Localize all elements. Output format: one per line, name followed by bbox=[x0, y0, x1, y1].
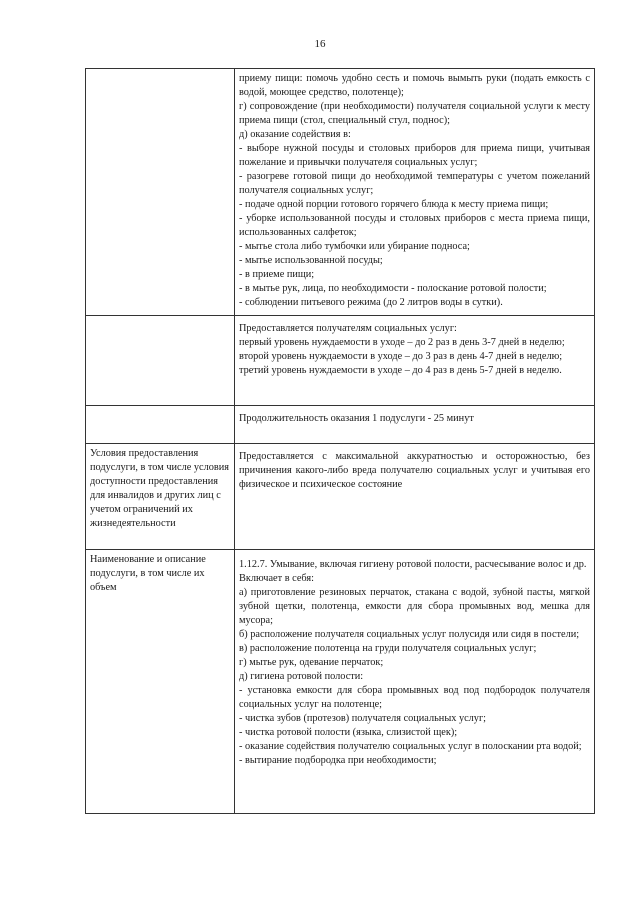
text-line: - вытирание подбородка при необходимости; bbox=[239, 755, 437, 766]
row-label-conditions: Условия предоставления подуслуги, в том числе условия доступности предоставления для инвалидов и других лиц с учетом ограничений их жизнедеятельности bbox=[86, 444, 235, 550]
text-line: д) оказание содействия в: bbox=[239, 129, 351, 140]
duration-description bbox=[235, 406, 595, 444]
text-line: а) приготовление резиновых перчаток, стакана с водой, зубной пасты, мягкой зубной щетки, полотенца, емкости для сбора промывных вод, мешка для мусора; bbox=[239, 587, 590, 626]
row-label-empty-2 bbox=[86, 316, 235, 406]
text-line: - уборке использованной посуды и столовых приборов с места приема пищи, использованных салфеток; bbox=[239, 213, 590, 238]
text-line: первый уровень нуждаемости в уходе – до 2 раз в день 3-7 дней в неделю; bbox=[239, 337, 565, 348]
meal-assistance-description bbox=[235, 69, 595, 316]
table-row-meal-assistance bbox=[86, 69, 595, 316]
text-line: - установка емкости для сбора промывных вод под подбородок получателя социальных услуг на полотенце; bbox=[239, 685, 590, 710]
text-line: б) расположение получателя социальных услуг полусидя или сидя в постели; bbox=[239, 629, 580, 640]
text-line: приему пищи: помочь удобно сесть и помочь вымыть руки (подать емкость с водой, моющее средство, полотенце); bbox=[239, 73, 590, 98]
text-line: - мытье стола либо тумбочки или убирание подноса; bbox=[239, 241, 470, 252]
text-line: 1.12.7. Умывание, включая гигиену ротовой полости, расчесывание волос и др. bbox=[239, 559, 587, 570]
text-line: - подаче одной порции готового горячего блюда к месту приема пищи; bbox=[239, 199, 549, 210]
text-line: третий уровень нуждаемости в уходе – до 4 раз в день 5-7 дней в неделю. bbox=[239, 365, 562, 376]
text-line: д) гигиена ротовой полости: bbox=[239, 671, 364, 682]
table-row-duration bbox=[86, 406, 595, 444]
text-line: - в приеме пищи; bbox=[239, 269, 315, 280]
text-line: Предоставляется с максимальной аккуратностью и осторожностью, без причинения какого-либо вреда получателю социальных услуг и учитывая его физическое и психическое состояние bbox=[239, 451, 590, 490]
text-line: - чистка ротовой полости (языка, слизистой щек); bbox=[239, 727, 458, 738]
text-line: - в мытье рук, лица, по необходимости - полоскание ротовой полости; bbox=[239, 283, 547, 294]
text-line: - соблюдении питьевого режима (до 2 литров воды в сутки). bbox=[239, 297, 503, 308]
frequency-description bbox=[235, 316, 595, 406]
text-line: Продолжительность оказания 1 подуслуги - 25 минут bbox=[239, 413, 474, 424]
text-line: - оказание содействия получателю социальных услуг в полоскании рта водой; bbox=[239, 741, 582, 752]
text-line: г) сопровождение (при необходимости) получателя социальной услуги к месту приема пищи (стол, специальный стул, поднос); bbox=[239, 101, 590, 126]
page-number: 16 bbox=[314, 38, 326, 50]
text-line: Включает в себя: bbox=[239, 573, 314, 584]
table-row-conditions bbox=[86, 444, 595, 550]
services-table bbox=[85, 68, 595, 814]
text-line: - разогреве готовой пищи до необходимой температуры с учетом пожеланий получателя социальных услуг; bbox=[239, 171, 590, 196]
text-line: - выборе нужной посуды и столовых приборов для приема пищи, учитывая пожелание и привычки получателя социальных услуг; bbox=[239, 143, 590, 168]
text-line: Предоставляется получателям социальных услуг: bbox=[239, 323, 457, 334]
conditions-description bbox=[235, 444, 595, 550]
text-line: г) мытье рук, одевание перчаток; bbox=[239, 657, 384, 668]
row-label-empty-3 bbox=[86, 406, 235, 444]
table-row-frequency bbox=[86, 316, 595, 406]
text-line: - мытье использованной посуды; bbox=[239, 255, 383, 266]
text-line: - чистка зубов (протезов) получателя социальных услуг; bbox=[239, 713, 487, 724]
washing-description bbox=[235, 550, 595, 814]
row-label-name-description: Наименование и описание подуслуги, в том числе их объем bbox=[86, 550, 235, 814]
text-line: в) расположение полотенца на груди получателя социальных услуг; bbox=[239, 643, 537, 654]
table-row-washing bbox=[86, 550, 595, 814]
row-label-empty-1 bbox=[86, 69, 235, 316]
text-line: второй уровень нуждаемости в уходе – до 3 раз в день 4-7 дней в неделю; bbox=[239, 351, 563, 362]
